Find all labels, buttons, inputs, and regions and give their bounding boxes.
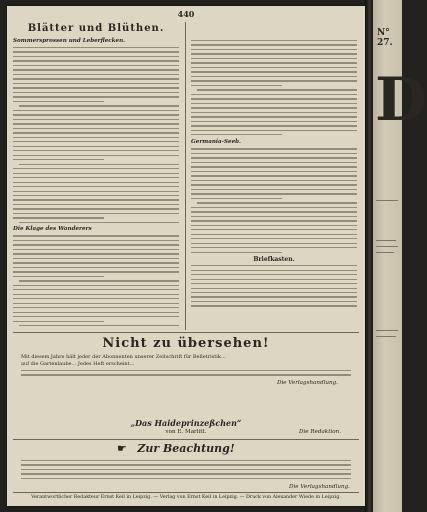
text-line — [191, 162, 357, 163]
text-line — [13, 312, 179, 313]
text-line — [13, 114, 179, 115]
text-line — [191, 243, 357, 244]
text-line — [191, 53, 357, 54]
text-line — [13, 146, 179, 147]
text-line — [191, 85, 282, 86]
text-line — [191, 238, 357, 239]
text-line — [191, 234, 357, 235]
text-line — [191, 211, 357, 212]
text-line — [13, 316, 179, 317]
text-line — [13, 47, 179, 48]
text-line — [191, 301, 357, 302]
adjacent-text-line — [376, 330, 398, 331]
right-article-2-text — [191, 148, 357, 252]
text-line — [191, 220, 357, 221]
text-line — [191, 148, 357, 149]
text-line — [13, 60, 179, 61]
text-line — [191, 296, 357, 297]
adjacent-page — [373, 0, 427, 512]
text-line — [191, 189, 357, 190]
text-line — [13, 321, 104, 322]
notice-body — [21, 370, 351, 379]
text-line — [21, 473, 351, 474]
text-line — [21, 374, 351, 375]
text-line — [13, 173, 179, 174]
left-article-2-title: Die Klage des Wanderers — [13, 226, 92, 233]
column-divider — [185, 22, 186, 330]
text-line — [191, 71, 357, 72]
text-line — [191, 134, 282, 135]
adjacent-text-line — [376, 336, 396, 337]
text-line — [13, 51, 179, 52]
correspondence-text — [191, 265, 357, 307]
text-line — [191, 292, 357, 293]
right-column — [191, 38, 357, 310]
text-line — [13, 83, 179, 84]
text-line — [191, 252, 282, 253]
book-title: „Das Haideprinzeßchen“ — [130, 418, 242, 428]
text-line — [13, 285, 179, 286]
text-line — [191, 103, 357, 104]
section-divider-top — [13, 332, 359, 333]
text-line — [13, 298, 179, 299]
text-line — [191, 112, 357, 113]
text-line — [191, 265, 357, 266]
left-column — [13, 38, 179, 330]
text-line — [13, 182, 179, 183]
text-line — [191, 283, 357, 284]
text-line — [13, 101, 104, 102]
notice-text — [21, 354, 357, 367]
text-line — [13, 208, 179, 209]
adjacent-text-line — [376, 240, 396, 241]
text-line — [13, 78, 179, 79]
text-line — [191, 116, 357, 117]
text-line — [21, 469, 351, 470]
text-line — [13, 249, 179, 250]
text-line — [13, 289, 179, 290]
text-line — [13, 240, 179, 241]
text-line — [21, 460, 351, 461]
text-line — [191, 125, 357, 126]
text-line — [191, 288, 357, 289]
text-line — [19, 222, 179, 223]
text-line — [13, 294, 179, 295]
text-line — [13, 155, 179, 156]
notice-heading: Nicht zu übersehen! — [102, 336, 270, 351]
text-line — [191, 40, 357, 41]
text-line — [13, 141, 179, 142]
text-line — [191, 171, 357, 172]
text-line — [191, 49, 357, 50]
text-line — [13, 244, 179, 245]
text-line — [19, 280, 179, 281]
right-article-1-text — [191, 40, 357, 135]
text-line — [191, 279, 357, 280]
text-line — [13, 213, 179, 214]
notice-signature: Die Verlagshandlung. — [277, 380, 338, 386]
text-line — [13, 271, 179, 272]
adjacent-text-line — [376, 246, 398, 247]
text-line — [13, 267, 179, 268]
text-line — [191, 175, 357, 176]
text-line — [191, 98, 357, 99]
text-line — [13, 96, 179, 97]
imprint-footer: Verantwortlicher Redakteur Ernst Keil in Leipzig. — Verlag von Ernst Keil in Leipzig. — Druck von Alexander Wiede in Leipzig. — [31, 495, 341, 500]
text-line — [191, 107, 357, 108]
text-line — [191, 67, 357, 68]
text-line — [191, 247, 357, 248]
text-line — [191, 198, 282, 199]
banner-signature: Die Verlagshandlung. — [289, 484, 350, 490]
text-line — [197, 202, 357, 203]
text-line — [191, 193, 357, 194]
text-line — [13, 74, 179, 75]
text-line — [191, 184, 357, 185]
text-line — [13, 195, 179, 196]
left-article-1-text — [13, 47, 179, 223]
banner-body — [21, 460, 351, 482]
right-article-2-title: Germania-Seeb. — [191, 139, 241, 146]
text-line — [191, 305, 357, 306]
text-line — [13, 186, 179, 187]
text-line — [13, 199, 179, 200]
text-line — [13, 69, 179, 70]
text-line — [191, 130, 357, 131]
text-line — [191, 76, 357, 77]
text-line — [21, 478, 351, 479]
text-line — [13, 307, 179, 308]
text-line — [191, 58, 357, 59]
text-line — [191, 207, 357, 208]
text-line — [191, 180, 357, 181]
text-line — [13, 150, 179, 151]
text-line — [191, 157, 357, 158]
adjacent-text-line — [376, 252, 394, 253]
left-article-2-text — [13, 235, 179, 326]
text-line — [19, 105, 179, 106]
text-line — [191, 274, 357, 275]
text-line — [191, 270, 357, 271]
book-gutter — [365, 0, 373, 512]
correspondence-heading: Briefkasten. — [253, 256, 295, 264]
text-line — [191, 225, 357, 226]
text-line — [13, 56, 179, 57]
text-line — [13, 258, 179, 259]
newspaper-page — [7, 6, 365, 506]
text-line — [13, 191, 179, 192]
text-line — [191, 80, 357, 81]
text-line — [191, 229, 357, 230]
notice-text-line: auf die Gartenlaube... Jedes Heft erscheint... — [21, 360, 135, 367]
text-line — [191, 216, 357, 217]
text-line — [13, 159, 104, 160]
section-divider-middle — [13, 439, 359, 440]
text-line — [21, 464, 351, 465]
text-line — [13, 137, 179, 138]
text-line — [191, 62, 357, 63]
text-line — [13, 119, 179, 120]
text-line — [191, 153, 357, 154]
book-author: von E. Marlitt. — [165, 429, 207, 435]
adjacent-page-number: N° 27. — [377, 28, 393, 48]
text-line — [191, 121, 357, 122]
left-column-heading: Blätter und Blüthen. — [27, 23, 165, 34]
text-line — [13, 235, 179, 236]
left-article-1-title: Sommersprossen und Leberflecken. — [13, 38, 126, 44]
ornamental-initial-d: D — [375, 65, 427, 135]
adjacent-text-line — [376, 200, 398, 201]
text-line — [13, 177, 179, 178]
text-line — [13, 87, 179, 88]
text-line — [13, 92, 179, 93]
text-line — [13, 262, 179, 263]
text-line — [191, 94, 357, 95]
text-line — [13, 110, 179, 111]
text-line — [13, 303, 179, 304]
text-line — [197, 89, 357, 90]
text-line — [13, 253, 179, 254]
text-line — [13, 132, 179, 133]
text-line — [21, 370, 351, 371]
text-line — [19, 164, 179, 165]
notice-text-line: Mit diesem Jahre hält jeder der Abonnenten unserer Zeitschrift für Belletristik... — [21, 354, 226, 360]
text-line — [13, 65, 179, 66]
page-number: 440 — [177, 9, 195, 19]
pointing-hand-icon: ☛ — [117, 442, 127, 455]
text-line — [191, 166, 357, 167]
text-line — [13, 217, 104, 218]
text-line — [13, 204, 179, 205]
text-line — [191, 44, 357, 45]
text-line — [13, 276, 104, 277]
book-signature: Die Redaktion. — [299, 429, 341, 435]
text-line — [19, 325, 179, 326]
text-line — [13, 168, 179, 169]
text-line — [13, 123, 179, 124]
section-divider-bottom — [13, 492, 359, 493]
text-line — [13, 128, 179, 129]
banner-heading: Zur Beachtung! — [137, 442, 235, 455]
